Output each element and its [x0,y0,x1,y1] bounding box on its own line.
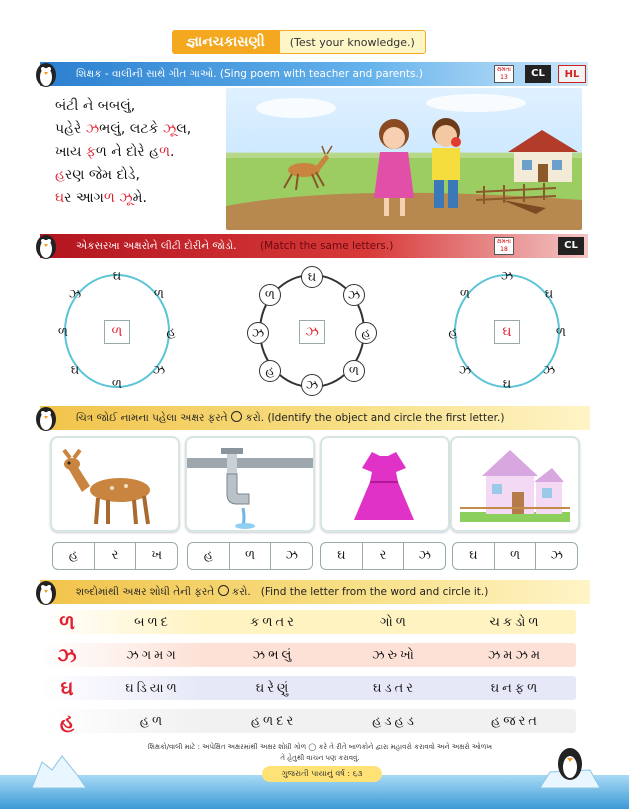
word[interactable]: ઝગમગ [126,647,179,663]
target-letter: ઘ [60,676,74,700]
tag-cl: CL [558,237,584,255]
poem-line: હરણ જેમ દોડે, [55,167,140,183]
poem-line: પહેરે ઝભલું, લટકે ઝૂલ, [55,121,192,137]
letter-option[interactable]: ઝ [550,548,563,563]
tag-cl: CL [525,65,551,83]
ability-badge: ક્ષમતા 18 [494,237,514,255]
wheel-letter[interactable]: ઘ [70,363,80,378]
tag-hl: HL [558,65,586,83]
word[interactable]: ઘરેણું [255,680,292,696]
word-row [42,709,576,733]
word[interactable]: હજરત [491,713,540,729]
letter-options-house [452,542,578,570]
letter-option[interactable]: હ [53,543,95,569]
word[interactable]: ઝભલું [252,647,295,663]
section-find-letter [40,580,590,604]
poem-line: ખાય ફળ ને દોરે હળ. [55,144,175,160]
wheel-letter[interactable]: ઝ [458,363,472,378]
word[interactable]: ઘડતર [373,680,416,696]
wheel-letter[interactable]: ઘ [502,377,512,392]
wheel-center-letter[interactable]: ઘ [494,320,520,344]
wheel-letter[interactable]: ળ [153,287,165,302]
word[interactable]: ગોળ [380,614,409,630]
wheel-letter[interactable]: ળ [555,325,567,340]
wheel-letter[interactable]: હ [355,322,377,344]
letter-option[interactable]: ઝ [285,548,298,563]
section-text: એકસરખા અક્ષરોને લીટી દોરીને જોડો. (Match the same letters.) [76,239,394,252]
ability-badge: ક્ષમતા 13 [494,65,514,83]
word-row [42,643,576,667]
penguin-icon [32,576,60,606]
section-sing-poem [40,62,588,86]
word-row [42,676,576,700]
wheel-letter[interactable]: ઝ [152,363,166,378]
poem-line: ઘર આગળ ઝૂમે. [55,190,147,206]
word[interactable]: ઝરુખો [372,647,417,663]
iceberg-icon [28,752,88,792]
penguin-icon [32,58,60,88]
children-farm-scene-icon [226,88,582,230]
letter-option[interactable]: ર [95,543,137,569]
object-card-dress [320,436,450,532]
letter-options-deer [52,542,178,570]
wheel-letter[interactable]: ળ [57,325,69,340]
word[interactable]: હળદર [250,713,297,729]
penguin-icon [540,742,600,792]
word[interactable]: હળ [139,713,166,729]
word[interactable]: હડહડ [372,713,417,729]
letter-wheel-1 [42,266,192,396]
letter-options-tap [187,542,313,570]
word[interactable]: બળદ [134,614,171,630]
tap-icon [187,438,313,530]
teacher-note: શિક્ષકો/વાલી માટે : અપેક્ષિત અક્ષરમાંથી અક્ષર શોધી ગોળ ◯ કરે તે રીતે બાળકોને દ્વારા મહાવરો કરાવવો અને અક્ષરો ઓળખ તે હેતુથી વાચન પણ કરાવવું. [147,743,493,762]
target-letter: હ [59,709,75,733]
deer-icon [52,438,178,530]
word[interactable]: કળતર [250,614,297,630]
wheel-letter[interactable]: ળ [259,284,281,306]
word[interactable]: ઘનફળ [490,680,541,696]
letter-wheel-2 [237,266,387,396]
wheel-letter[interactable]: ળ [111,377,123,392]
word-row [42,610,576,634]
wheel-letter[interactable]: ઝ [301,374,323,396]
letter-option[interactable]: હ [188,543,230,569]
wheel-letter[interactable]: હ [259,360,281,382]
section-match-letters [40,234,588,258]
section-text: ચિત્ર જોઈ નામના પહેલા અક્ષર ફરતે કરો. (Identify the object and circle the first letter.) [76,412,505,424]
wheel-letter[interactable]: ળ [343,360,365,382]
letter-option[interactable]: ઘ [321,543,363,569]
letter-option[interactable]: ર [363,543,405,569]
target-letter: ળ [59,610,75,634]
wheel-letter[interactable]: હ [448,325,458,340]
poem-illustration [226,88,582,230]
poem-text [55,95,191,210]
wheel-letter[interactable]: ઝ [247,322,269,344]
wheel-letter[interactable]: ઝ [68,287,82,302]
wheel-letter[interactable]: ઘ [544,287,554,302]
page-footer: ગુજરાતી પાયાનું વર્ષ : ૬૩ [262,766,382,782]
wheel-letter[interactable]: ઝ [500,269,514,284]
section-identify-object [40,406,590,430]
section-text: શબ્દોમાંથી અક્ષર શોધી તેની ફરતે કરો. (Find the letter from the word and circle it.) [76,586,489,598]
word[interactable]: ઘડિયાળ [125,680,180,696]
wheel-letter[interactable]: ઘ [301,266,323,288]
wheel-center-letter[interactable]: ઝ [299,320,325,344]
circle-symbol-icon [218,585,229,596]
letter-option[interactable]: ઝ [418,548,431,563]
wheel-letter[interactable]: ઘ [112,269,122,284]
circle-symbol-icon [231,411,242,422]
wheel-letter[interactable]: હ [166,325,176,340]
dress-icon [322,438,448,530]
wheel-letter[interactable]: ઝ [343,284,365,306]
object-card-tap [185,436,315,532]
letter-option[interactable]: ળ [495,543,537,569]
wheel-center-letter[interactable]: ળ [104,320,130,344]
penguin-icon [32,230,60,260]
title-main: જ્ઞાનચકાસણી [172,30,279,54]
word[interactable]: ઝમઝમ [487,647,544,663]
poem-line: બંટી ને બબલું, [55,98,136,114]
section-text: શિક્ષક - વાલીની સાથે ગીત ગાઓ. (Sing poem with teacher and parents.) [76,67,423,80]
penguin-icon [32,402,60,432]
page-title [172,30,458,54]
object-card-house [450,436,580,532]
title-subtitle: (Test your knowledge.) [279,30,426,54]
letter-wheel-3 [432,266,582,396]
letter-option[interactable]: ળ [230,543,272,569]
letter-option[interactable]: ખ [151,548,163,563]
object-card-deer [50,436,180,532]
wheel-letter[interactable]: ઝ [542,363,556,378]
letter-option[interactable]: ઘ [453,543,495,569]
letter-options-dress [320,542,446,570]
target-letter: ઝ [57,643,77,667]
wheel-letter[interactable]: ળ [459,287,471,302]
word[interactable]: ચકડોળ [489,614,542,630]
house-icon [452,438,578,530]
